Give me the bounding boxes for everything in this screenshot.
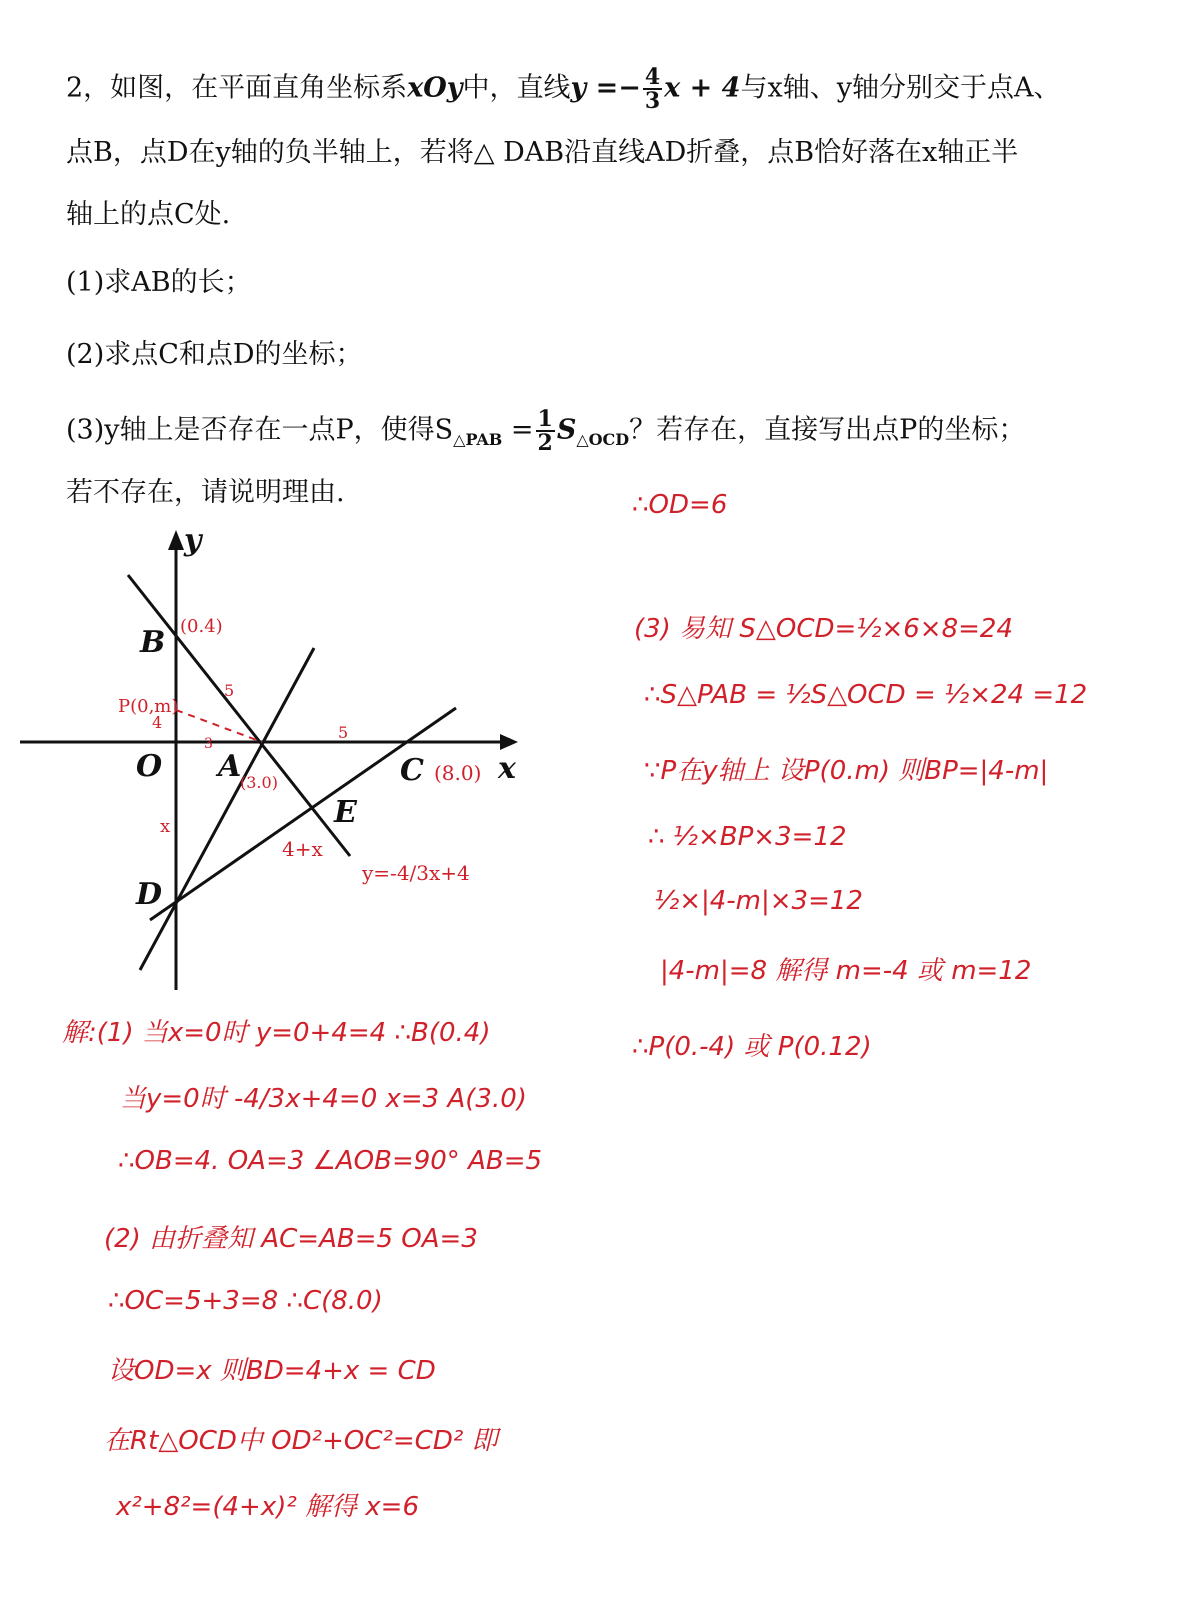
solution-right-7: |4-m|=8 解得 m=-4 或 m=12	[660, 956, 1032, 986]
solution-left-4: (2) 由折叠知 AC=AB=5 OA=3	[104, 1224, 478, 1254]
problem-line-2: 点B，点D在y轴的负半轴上，若将△ DAB沿直线AD折叠，点B恰好落在x轴正半	[66, 137, 1019, 168]
solution-right-6: ½×|4-m|×3=12	[654, 886, 863, 916]
ann-5-ac: 5	[338, 723, 349, 742]
ann-x: x	[160, 816, 171, 837]
solution-left-6: 设OD=x 则BD=4+x = CD	[108, 1356, 436, 1386]
question-2: (2)求点C和点D的坐标；	[66, 339, 363, 370]
solution-right-8: ∴P(0.-4) 或 P(0.12)	[632, 1032, 872, 1062]
solution-left-1: 解:(1) 当x=0时 y=0+4=4 ∴B(0.4)	[62, 1018, 491, 1048]
ann-P: P(0,m)	[118, 696, 179, 717]
label-C: C	[400, 753, 424, 788]
solution-left-5: ∴OC=5+3=8 ∴C(8.0)	[108, 1286, 383, 1316]
ann-A-coord: (3.0)	[240, 773, 278, 792]
solution-right-3: ∴S△PAB = ½S△OCD = ½×24 =12	[644, 680, 1088, 710]
question-1: (1)求AB的长；	[66, 267, 252, 298]
label-D: D	[136, 877, 163, 912]
y-axis-arrow-icon	[168, 530, 184, 550]
x-axis-arrow-icon	[500, 734, 518, 750]
fraction-4-3: $\frac{4}{3}$	[644, 64, 661, 114]
question-3-line-2: 若不存在，请说明理由.	[66, 477, 345, 508]
ann-4x: 4+x	[282, 837, 323, 861]
solution-left-3: ∴OB=4. OA=3 ∠AOB=90° AB=5	[118, 1146, 543, 1176]
label-E: E	[334, 795, 357, 830]
ann-5-ab: 5	[224, 681, 235, 700]
solution-right-5: ∴ ½×BP×3=12	[648, 822, 847, 852]
ann-3: 3	[204, 736, 213, 752]
fraction-1-2: $\frac{1}{2}$	[537, 406, 553, 456]
problem-line-1: 2，如图，在平面直角坐标系xOy中，直线y =− $\frac{4}{3}$ x + 4与x轴、y轴分别交于点A、	[66, 64, 1061, 114]
solution-left-2: 当y=0时 -4/3x+4=0 x=3 A(3.0)	[120, 1084, 527, 1114]
ann-4: 4	[152, 713, 163, 732]
question-3: (3)y轴上是否存在一点P，使得$S_{\triangle PAB}$ = $\frac{1}{2}$ $S_{\triangle OCD}$？若存在，直接写出点P的坐标；	[66, 406, 1026, 456]
coordinate-figure	[0, 520, 600, 1000]
solution-right-2: (3) 易知 S△OCD=½×6×8=24	[634, 614, 1014, 644]
label-A: A	[218, 749, 242, 784]
solution-right-4: ∵P在y轴上 设P(0.m) 则BP=|4-m|	[644, 756, 1049, 786]
line-DC	[150, 708, 456, 920]
label-B: B	[140, 625, 166, 660]
ann-line-eq: y=-4/3x+4	[362, 861, 470, 885]
solution-right-1: ∴OD=6	[632, 490, 728, 520]
label-y: y	[184, 523, 202, 558]
problem-line-3: 轴上的点C处.	[66, 199, 231, 230]
label-O: O	[136, 749, 163, 784]
label-x: x	[498, 751, 516, 786]
solution-left-8: x²+8²=(4+x)² 解得 x=6	[116, 1492, 420, 1522]
ann-B-coord: (0.4)	[180, 616, 223, 637]
solution-left-7: 在Rt△OCD中 OD²+OC²=CD² 即	[104, 1426, 498, 1456]
ann-C-coord: (8.0)	[434, 761, 482, 785]
